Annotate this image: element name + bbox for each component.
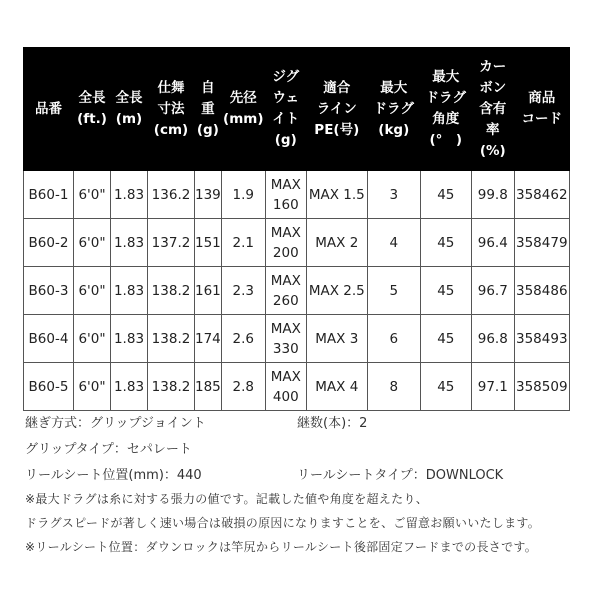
- jig-weight-line: MAX: [270, 320, 301, 337]
- table-row: [24, 171, 570, 219]
- length-m-cell: 1.83: [111, 363, 148, 411]
- table-row: [24, 219, 570, 267]
- note-reel-seat: ※リールシート位置：ダウンロックは竿尻からリールシート後部固定フードまでの長さです。: [25, 540, 538, 554]
- column-header: [265, 48, 306, 171]
- product-code-cell: 358479: [514, 219, 569, 267]
- column-header: [148, 48, 195, 171]
- column-header-line: 商品: [528, 90, 556, 106]
- carbon-cell: 96.4: [471, 219, 514, 267]
- column-header-line: 全長: [78, 90, 106, 106]
- max-drag-cell: 6: [367, 315, 420, 363]
- column-header-line: (g): [196, 121, 219, 138]
- column-header-line: 最大: [380, 79, 408, 96]
- column-header-line: イト: [272, 111, 300, 127]
- column-header-line: ライン: [316, 100, 357, 117]
- jig-weight-line: MAX: [270, 368, 301, 385]
- drag-angle-cell: 45: [420, 267, 471, 315]
- tip-diameter-cell: 2.3: [221, 267, 265, 315]
- drag-angle-cell: 45: [420, 219, 471, 267]
- column-header-line: 最大: [432, 69, 460, 85]
- table-header: [24, 48, 570, 171]
- length-m-cell: 1.83: [111, 267, 148, 315]
- closed-length-cell: 136.2: [148, 171, 195, 219]
- jig-weight-line: MAX: [270, 272, 301, 289]
- jig-weight-cell: [265, 267, 306, 315]
- max-drag-cell: 5: [367, 267, 420, 315]
- carbon-cell: 96.7: [471, 267, 514, 315]
- column-header-line: 寸法: [157, 100, 185, 117]
- line-pe-cell: MAX 2.5: [306, 267, 367, 315]
- tip-diameter-cell: 2.1: [221, 219, 265, 267]
- max-drag-cell: 4: [367, 219, 420, 267]
- table-row: [24, 315, 570, 363]
- column-header-line: (mm): [223, 111, 264, 127]
- carbon-cell: 97.1: [471, 363, 514, 411]
- jig-weight-cell: [265, 171, 306, 219]
- drag-angle-cell: 45: [420, 171, 471, 219]
- piece-count: 継数(本)：2: [297, 416, 368, 431]
- column-header-line: (ft.): [77, 111, 107, 127]
- length-ft-cell: 6'0": [74, 219, 111, 267]
- closed-length-cell: 137.2: [148, 219, 195, 267]
- drag-angle-cell: 45: [420, 315, 471, 363]
- table-row: [24, 267, 570, 315]
- product-code-cell: 358509: [514, 363, 569, 411]
- weight-cell: 139: [195, 171, 222, 219]
- jig-weight-line: 200: [272, 244, 299, 261]
- length-ft-cell: 6'0": [74, 363, 111, 411]
- weight-cell: 185: [195, 363, 222, 411]
- column-header-line: ドラグ: [373, 100, 415, 117]
- jig-weight-line: MAX: [270, 176, 301, 193]
- grip-type: グリップタイプ：セパレート: [25, 442, 192, 457]
- jig-weight-line: MAX: [270, 224, 301, 241]
- column-header-line: 適合: [323, 79, 351, 96]
- column-header: [195, 48, 222, 171]
- column-header: [514, 48, 569, 171]
- carbon-cell: 96.8: [471, 315, 514, 363]
- column-header: [221, 48, 265, 171]
- column-header: [74, 48, 111, 171]
- max-drag-cell: 3: [367, 171, 420, 219]
- model-cell: B60-1: [24, 171, 74, 219]
- column-header-line: (%): [479, 142, 506, 159]
- closed-length-cell: 138.2: [148, 267, 195, 315]
- column-header: [367, 48, 420, 171]
- reel-seat-type: リールシートタイプ：DOWNLOCK: [297, 468, 504, 483]
- column-header-line: 重: [201, 100, 215, 117]
- jig-weight-line: 160: [272, 196, 299, 213]
- column-header-line: 先径: [229, 90, 257, 106]
- joint-type: 継ぎ方式：グリップジョイント: [25, 416, 206, 431]
- product-code-cell: 358462: [514, 171, 569, 219]
- column-header-line: 全長: [115, 90, 143, 106]
- length-m-cell: 1.83: [111, 315, 148, 363]
- column-header-line: (kg): [378, 121, 410, 138]
- column-header-line: 率: [486, 121, 500, 138]
- drag-angle-cell: 45: [420, 363, 471, 411]
- column-header-line: 角度: [432, 111, 460, 127]
- column-header: [111, 48, 148, 171]
- product-code-cell: 358486: [514, 267, 569, 315]
- tip-diameter-cell: 2.8: [221, 363, 265, 411]
- column-header-line: ジグ: [272, 69, 300, 85]
- jig-weight-line: 400: [272, 388, 299, 405]
- column-header: [24, 48, 74, 171]
- header-row: [24, 48, 570, 171]
- line-pe-cell: MAX 1.5: [306, 171, 367, 219]
- line-pe-cell: MAX 3: [306, 315, 367, 363]
- weight-cell: 151: [195, 219, 222, 267]
- jig-weight-line: 330: [272, 340, 299, 357]
- column-header-line: ウェ: [272, 90, 300, 106]
- jig-weight-cell: [265, 219, 306, 267]
- max-drag-cell: 8: [367, 363, 420, 411]
- column-header-line: (g): [274, 132, 297, 148]
- weight-cell: 161: [195, 267, 222, 315]
- column-header-line: PE(号): [314, 121, 360, 138]
- line-pe-cell: MAX 4: [306, 363, 367, 411]
- note-drag-1: ※最大ドラグは糸に対する張力の値です。記載した値や角度を超えたり、: [25, 492, 428, 506]
- column-header-line: ボン: [479, 79, 507, 96]
- tip-diameter-cell: 2.6: [221, 315, 265, 363]
- column-header: [306, 48, 367, 171]
- length-ft-cell: 6'0": [74, 315, 111, 363]
- closed-length-cell: 138.2: [148, 363, 195, 411]
- column-header-line: 含有: [479, 100, 507, 117]
- column-header-line: 仕舞: [157, 79, 185, 96]
- carbon-cell: 99.8: [471, 171, 514, 219]
- column-header-line: (m): [115, 111, 143, 127]
- column-header-line: 品番: [35, 100, 62, 117]
- product-code-cell: 358493: [514, 315, 569, 363]
- length-ft-cell: 6'0": [74, 171, 111, 219]
- table-row: [24, 363, 570, 411]
- model-cell: B60-4: [24, 315, 74, 363]
- weight-cell: 174: [195, 315, 222, 363]
- jig-weight-line: 260: [272, 292, 299, 309]
- column-header: [420, 48, 471, 171]
- length-m-cell: 1.83: [111, 219, 148, 267]
- tip-diameter-cell: 1.9: [221, 171, 265, 219]
- length-m-cell: 1.83: [111, 171, 148, 219]
- jig-weight-cell: [265, 315, 306, 363]
- column-header-line: カー: [479, 58, 507, 75]
- column-header-line: 自: [201, 79, 215, 96]
- model-cell: B60-3: [24, 267, 74, 315]
- length-ft-cell: 6'0": [74, 267, 111, 315]
- model-cell: B60-2: [24, 219, 74, 267]
- table-body: [24, 171, 570, 411]
- spec-table: [23, 47, 570, 411]
- column-header-line: (° ): [429, 132, 463, 148]
- line-pe-cell: MAX 2: [306, 219, 367, 267]
- closed-length-cell: 138.2: [148, 315, 195, 363]
- jig-weight-cell: [265, 363, 306, 411]
- note-drag-2: ドラグスピードが著しく速い場合は破損の原因になりますことを、ご留意お願いいたします。: [25, 516, 541, 530]
- column-header-line: (cm): [153, 121, 189, 138]
- column-header-line: コード: [521, 111, 563, 127]
- model-cell: B60-5: [24, 363, 74, 411]
- column-header-line: ドラグ: [425, 90, 467, 106]
- column-header: [471, 48, 514, 171]
- reel-seat-position: リールシート位置(mm)：440: [25, 468, 202, 483]
